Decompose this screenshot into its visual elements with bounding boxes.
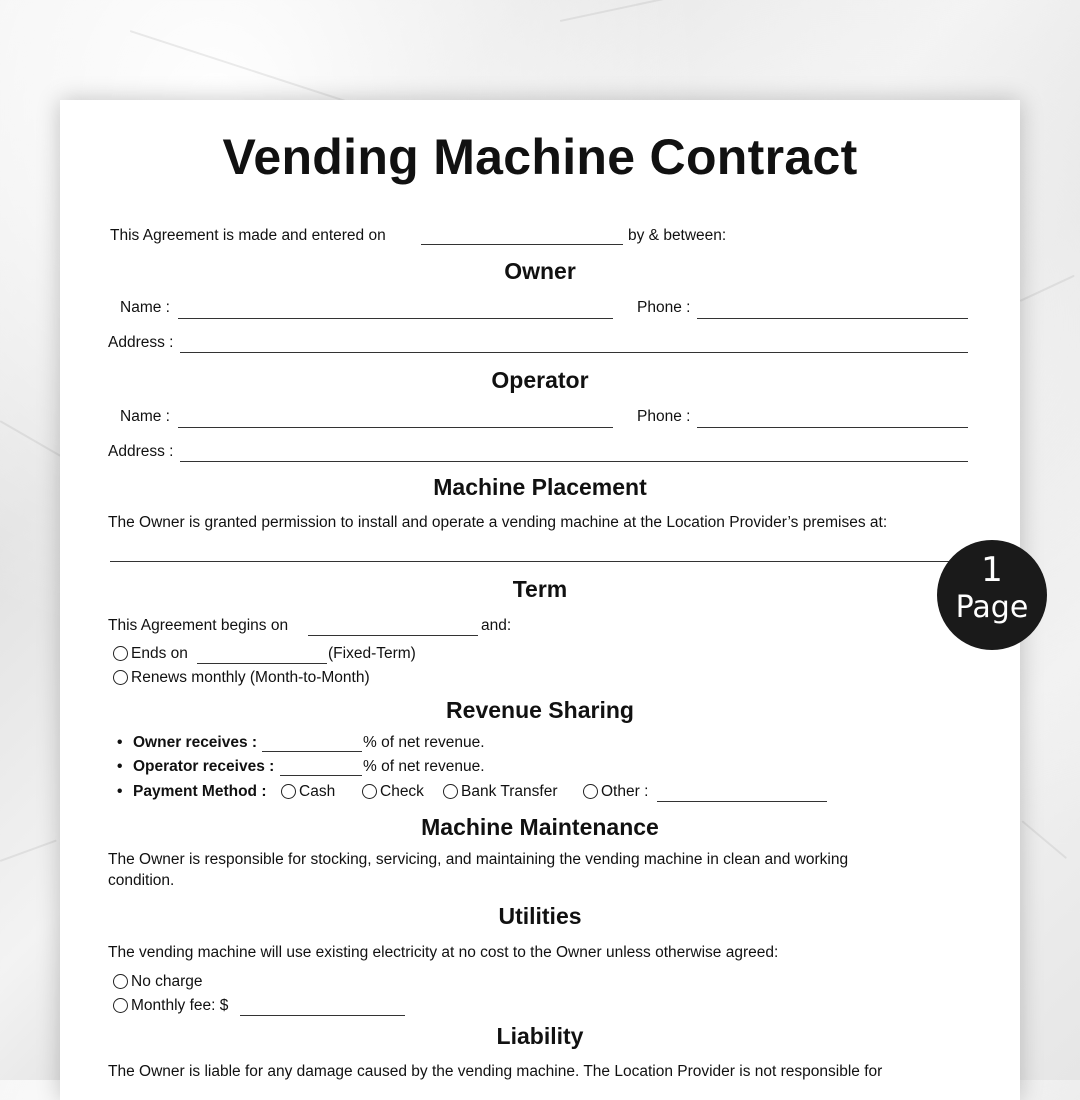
payment-check-label: Check (380, 783, 424, 800)
document-title: Vending Machine Contract (222, 129, 858, 185)
radio-button[interactable] (281, 784, 296, 799)
term-begins-suffix: and: (481, 617, 512, 634)
term-end-date-field[interactable] (197, 663, 327, 664)
contract-page (60, 100, 1020, 1100)
liability-heading: Liability (496, 1023, 584, 1049)
radio-button[interactable] (113, 998, 128, 1013)
payment-check-option[interactable] (362, 783, 424, 801)
payment-cash-label: Cash (299, 783, 336, 800)
radio-button[interactable] (113, 670, 128, 685)
operator-share-field[interactable] (280, 775, 362, 776)
placement-address-field[interactable] (110, 561, 968, 562)
operator-address-label: Address : (108, 443, 174, 460)
utilities-no-charge-label: No charge (131, 973, 203, 990)
owner-name-field[interactable] (178, 318, 613, 319)
payment-cash-option[interactable] (281, 783, 335, 801)
utilities-text: The vending machine will use existing electricity at no cost to the Owner unless otherwise agreed: (108, 944, 779, 961)
term-heading: Term (512, 576, 568, 602)
term-monthly-label: Renews monthly (Month-to-Month) (131, 669, 370, 686)
placement-heading: Machine Placement (433, 474, 647, 500)
owner-phone-label: Phone : (637, 299, 691, 316)
bullet-icon: • (117, 758, 123, 775)
operator-name-label: Name : (120, 408, 170, 425)
intro-text: This Agreement is made and entered on (110, 227, 386, 244)
utilities-monthly-fee-label: Monthly fee: $ (131, 997, 229, 1014)
utilities-monthly-fee-option[interactable] (113, 997, 228, 1015)
payment-bank-transfer-option[interactable] (443, 783, 558, 801)
operator-heading: Operator (491, 367, 589, 393)
owner-phone-field[interactable] (697, 318, 968, 319)
utilities-heading: Utilities (498, 903, 582, 929)
radio-button[interactable] (113, 974, 128, 989)
owner-share-field[interactable] (262, 751, 362, 752)
payment-method-label: Payment Method : (133, 783, 267, 800)
term-monthly-option[interactable] (113, 669, 370, 687)
payment-other-option[interactable] (583, 783, 648, 801)
owner-address-label: Address : (108, 334, 174, 351)
operator-phone-field[interactable] (697, 427, 968, 428)
page-count-label: Page (955, 590, 1029, 625)
operator-name-field[interactable] (178, 427, 613, 428)
utilities-no-charge-option[interactable] (113, 973, 203, 991)
maintenance-text-line1: The Owner is responsible for stocking, servicing, and maintaining the vending machine in clean and working (108, 851, 849, 868)
bullet-icon: • (117, 783, 123, 800)
owner-share-label: Owner receives : (133, 734, 258, 751)
radio-button[interactable] (443, 784, 458, 799)
intro-suffix: by & between: (628, 227, 727, 244)
term-begins-text: This Agreement begins on (108, 617, 289, 634)
radio-button[interactable] (113, 646, 128, 661)
bullet-icon: • (117, 734, 123, 751)
maintenance-heading: Machine Maintenance (421, 814, 659, 840)
operator-phone-label: Phone : (637, 408, 691, 425)
radio-button[interactable] (362, 784, 377, 799)
liability-text: The Owner is liable for any damage caused by the vending machine. The Location Provider is not responsible for (108, 1063, 883, 1080)
placement-text: The Owner is granted permission to install and operate a vending machine at the Location Provider’s premises at: (108, 514, 888, 531)
agreement-date-field[interactable] (421, 244, 623, 245)
maintenance-text-line2: condition. (108, 872, 175, 889)
term-fixed-option[interactable] (113, 645, 188, 663)
owner-heading: Owner (504, 258, 576, 284)
owner-name-label: Name : (120, 299, 170, 316)
payment-other-label: Other : (601, 783, 649, 800)
term-fixed-suffix: (Fixed-Term) (328, 645, 416, 662)
operator-share-label: Operator receives : (133, 758, 275, 775)
operator-address-field[interactable] (180, 461, 968, 462)
radio-button[interactable] (583, 784, 598, 799)
page-count-badge (937, 540, 1047, 650)
page-count-number: 1 (981, 550, 1003, 590)
owner-share-suffix: % of net revenue. (363, 734, 485, 751)
payment-bank-transfer-label: Bank Transfer (461, 783, 558, 800)
revenue-heading: Revenue Sharing (446, 697, 634, 723)
term-start-date-field[interactable] (308, 635, 478, 636)
utilities-monthly-fee-field[interactable] (240, 1015, 405, 1016)
payment-other-field[interactable] (657, 801, 827, 802)
operator-share-suffix: % of net revenue. (363, 758, 485, 775)
owner-address-field[interactable] (180, 352, 968, 353)
term-fixed-label: Ends on (131, 645, 188, 662)
